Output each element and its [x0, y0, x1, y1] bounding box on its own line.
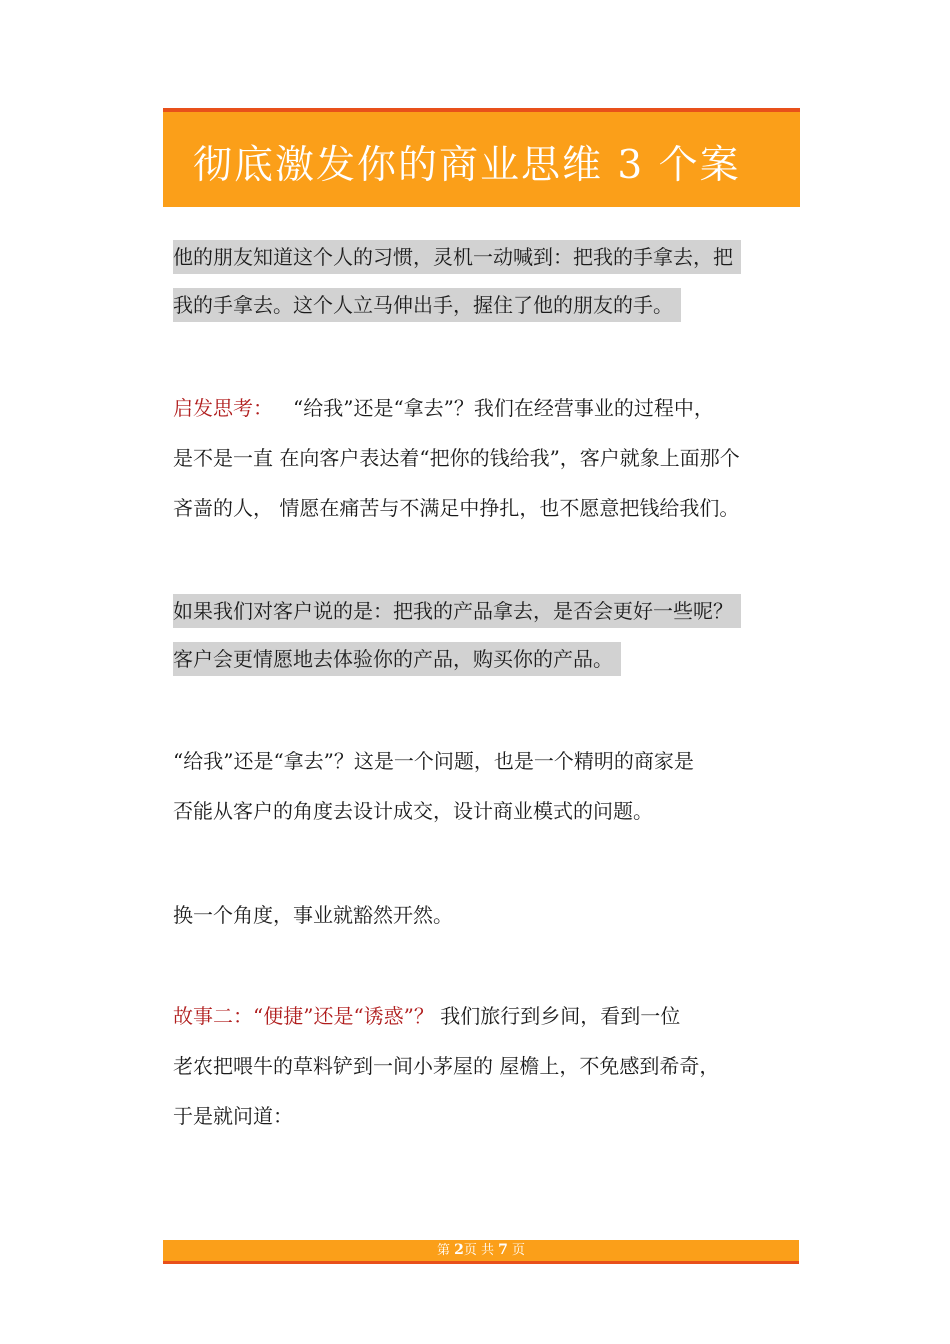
text-line: 他的朋友知道这个人的习惯，灵机一动喊到：把我的手拿去，把: [173, 240, 741, 274]
page-prefix: 第: [436, 1243, 455, 1258]
text-line: 如果我们对客户说的是：把我的产品拿去，是否会更好一些呢？: [173, 594, 741, 628]
text-line: “给我”还是“拿去”？这是一个问题，也是一个精明的商家是: [173, 749, 694, 773]
text-line: 我的手拿去。这个人立马伸出手，握住了他的朋友的手。: [173, 288, 681, 322]
footer-band: [163, 1240, 799, 1264]
page-current: 2: [454, 1242, 464, 1258]
text-line: [173, 391, 714, 425]
text-line: [173, 999, 680, 1033]
text-line: 换一个角度，事业就豁然开然。: [173, 903, 453, 927]
header-band: [163, 108, 800, 207]
text-line: 否能从客户的角度去设计成交，设计商业模式的问题。: [173, 799, 653, 823]
text-line: 是不是一直 在向客户表达着“把你的钱给我”，客户就象上面那个: [173, 446, 740, 470]
page-suffix: 页: [507, 1243, 526, 1258]
page-total: 7: [498, 1242, 508, 1258]
text-line: 客户会更情愿地去体验你的产品，购买你的产品。: [173, 642, 621, 676]
page-mid: 页 共: [463, 1243, 499, 1258]
text-line: 于是就问道：: [173, 1104, 293, 1128]
page-title: 彻底激发你的商业思维 3 个案: [193, 143, 741, 188]
text-span: “给我”还是“拿去”？我们在经营事业的过程中，: [293, 396, 714, 420]
text-line: 老农把喂牛的草料铲到一间小茅屋的 屋檐上，不免感到希奇，: [173, 1054, 720, 1078]
section-label: 启发思考：: [173, 396, 273, 420]
section-label: 故事二：“便捷”还是“诱惑”？: [173, 1004, 434, 1028]
text-span: 我们旅行到乡间，看到一位: [433, 1004, 681, 1028]
text-line: 吝啬的人， 情愿在痛苦与不满足中挣扎，也不愿意把钱给我们。: [173, 496, 740, 520]
